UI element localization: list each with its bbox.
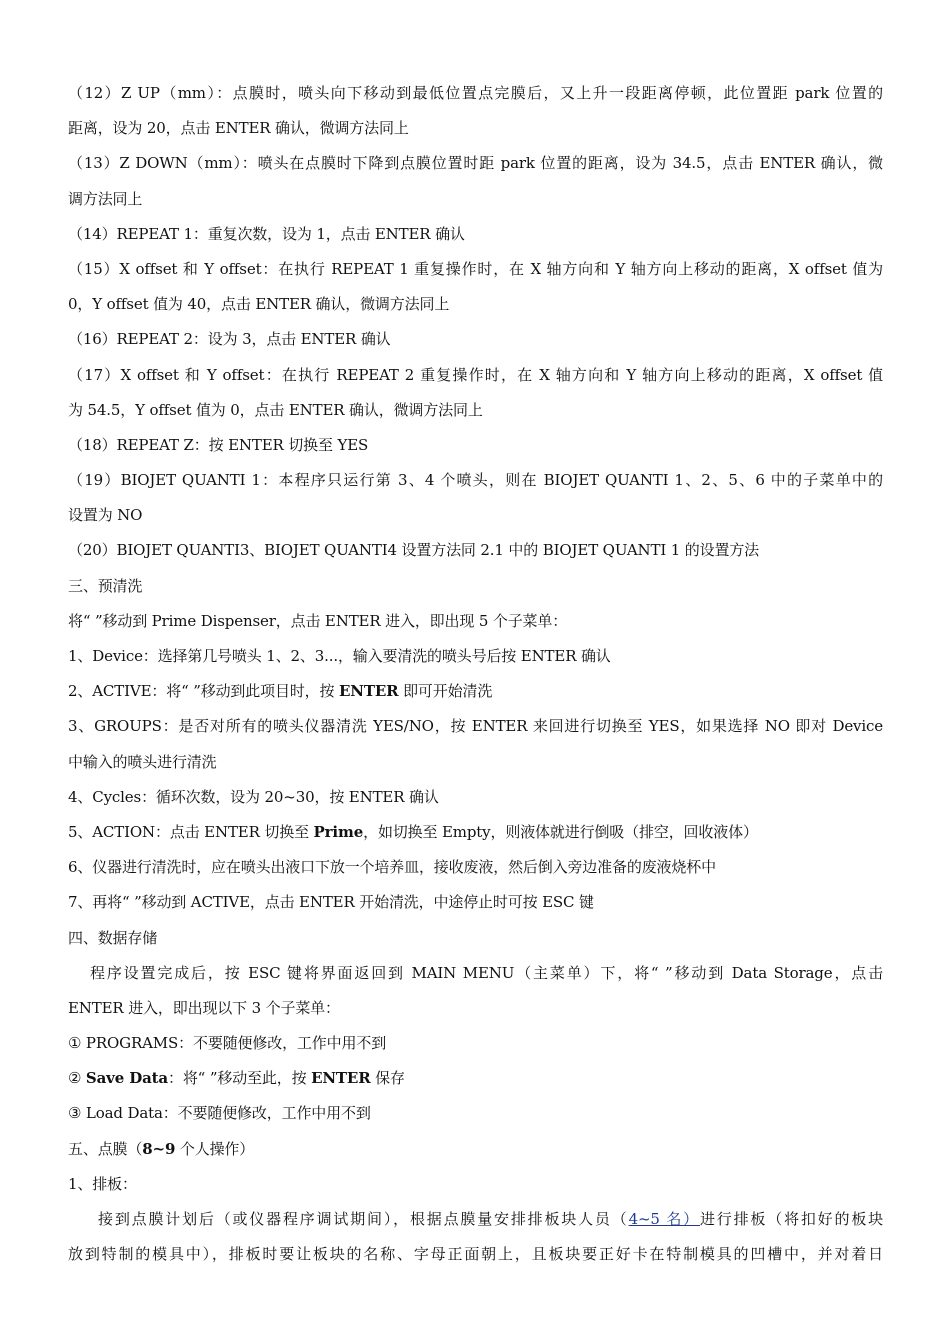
text-line: 距离，设为 20，点击 ENTER 确认，微调方法同上 (68, 119, 409, 138)
text-run: 五、点膜（ (68, 1139, 143, 1158)
text-run: 个人操作） (175, 1139, 255, 1158)
text-line: 为 54.5，Y offset 值为 0，点击 ENTER 确认，微调方法同上 (68, 400, 483, 419)
bold-run: ENTER (311, 1069, 371, 1088)
text-line: （15）X offset 和 Y offset：在执行 REPEAT 1 重复操作时，在 X 轴方向和 Y 轴方向上移动的距离，X offset 值为 (68, 259, 883, 278)
text-run: 即可开始清洗 (398, 682, 493, 701)
text-run: ：将“ ”移动至此，按 (167, 1069, 312, 1088)
text-line: 设置为 NO (68, 506, 143, 525)
text-line: （14）REPEAT 1：重复次数，设为 1，点击 ENTER 确认 (68, 224, 465, 243)
text-run: ② (68, 1069, 86, 1088)
bold-run: 8~9 (142, 1139, 176, 1158)
text-line-action (68, 815, 883, 850)
text-line: 将“ ”移动到 Prime Dispenser，点击 ENTER 进入，即出现 5 个子菜单： (68, 611, 568, 630)
text-line: 1、Device：选择第几号喷头 1、2、3...，输入要清洗的喷头号后按 ENTER 确认 (68, 647, 611, 665)
document-page (68, 76, 883, 1272)
text-line: （17）X offset 和 Y offset：在执行 REPEAT 2 重复操作时，在 X 轴方向和 Y 轴方向上移动的距离，X offset 值 (68, 365, 883, 384)
list-item-programs: ① PROGRAMS：不要随便修改，工作中用不到 (68, 1034, 387, 1053)
text-run: 进行排板（将扣好的板块 (699, 1210, 883, 1228)
section-heading-prewash: 三、预清洗 (68, 576, 143, 595)
underlined-link[interactable]: 4~5 名） (628, 1210, 700, 1228)
text-line: 放到特制的模具中），排板时要让板块的名称、字母正面朝上，且板块要正好卡在特制模具的凹槽中，并对着日 (68, 1245, 883, 1264)
text-line: （18）REPEAT Z：按 ENTER 切换至 YES (68, 435, 369, 454)
text-line: 调方法同上 (68, 189, 143, 208)
text-line: （19）BIOJET QUANTI 1：本程序只运行第 3、4 个喷头，则在 BIOJET QUANTI 1、2、5、6 中的子菜单中的 (68, 471, 883, 490)
text-run: 接到点膜计划后（或仪器程序调试期间），根据点膜量安排排板块人员（ (98, 1210, 629, 1228)
text-line: （20）BIOJET QUANTI3、BIOJET QUANTI4 设置方法同 2.1 中的 BIOJET QUANTI 1 的设置方法 (68, 541, 760, 560)
text-line: （16）REPEAT 2：设为 3，点击 ENTER 确认 (68, 330, 391, 349)
list-item-load-data: ③ Load Data：不要随便修改，工作中用不到 (68, 1104, 371, 1123)
text-line: 程序设置完成后，按 ESC 键将界面返回到 MAIN MENU（主菜单）下，将“ ”移动到 Data Storage，点击 (90, 963, 883, 982)
text-line: （12）Z UP（mm）：点膜时，喷头向下移动到最低位置点完膜后，又上升一段距离停顿，此位置距 park 位置的 (68, 84, 883, 102)
text-line-board (68, 1202, 883, 1237)
text-line: 6、仪器进行清洗时，应在喷头出液口下放一个培养皿，接收废液，然后倒入旁边准备的废液烧杯中 (68, 858, 716, 877)
text-run: 5、ACTION：点击 ENTER 切换至 (68, 822, 314, 841)
list-item-save-data (68, 1061, 883, 1096)
text-run: 2、ACTIVE：将“ ”移动到此项目时，按 (68, 682, 339, 701)
text-line: 0，Y offset 值为 40，点击 ENTER 确认，微调方法同上 (68, 295, 450, 314)
text-line: 3、GROUPS：是否对所有的喷头仪器清洗 YES/NO，按 ENTER 来回进行切换至 YES，如果选择 NO 即对 Device (68, 717, 883, 736)
bold-run: ENTER (339, 682, 399, 701)
bold-run: Prime (313, 822, 364, 841)
text-line: 7、再将“ ”移动到 ACTIVE，点击 ENTER 开始清洗，中途停止时可按 ESC 键 (68, 893, 594, 912)
text-line: （13）Z DOWN（mm）：喷头在点膜时下降到点膜位置时距 park 位置的距离，设为 34.5，点击 ENTER 确认，微 (68, 154, 883, 173)
text-line: 中输入的喷头进行清洗 (68, 752, 217, 771)
section-heading-spotting (68, 1132, 883, 1167)
text-line-active (68, 674, 883, 709)
subheading-board-layout: 1、排板： (68, 1174, 137, 1193)
text-line: 4、Cycles：循环次数，设为 20~30，按 ENTER 确认 (68, 787, 439, 806)
bold-run: Save Data (85, 1069, 168, 1088)
text-run: 保存 (370, 1069, 405, 1088)
section-heading-data-storage: 四、数据存储 (68, 928, 158, 947)
text-line: ENTER 进入，即出现以下 3 个子菜单： (68, 998, 340, 1017)
text-run: ，如切换至 Empty，则液体就进行倒吸（排空，回收液体） (363, 822, 758, 841)
